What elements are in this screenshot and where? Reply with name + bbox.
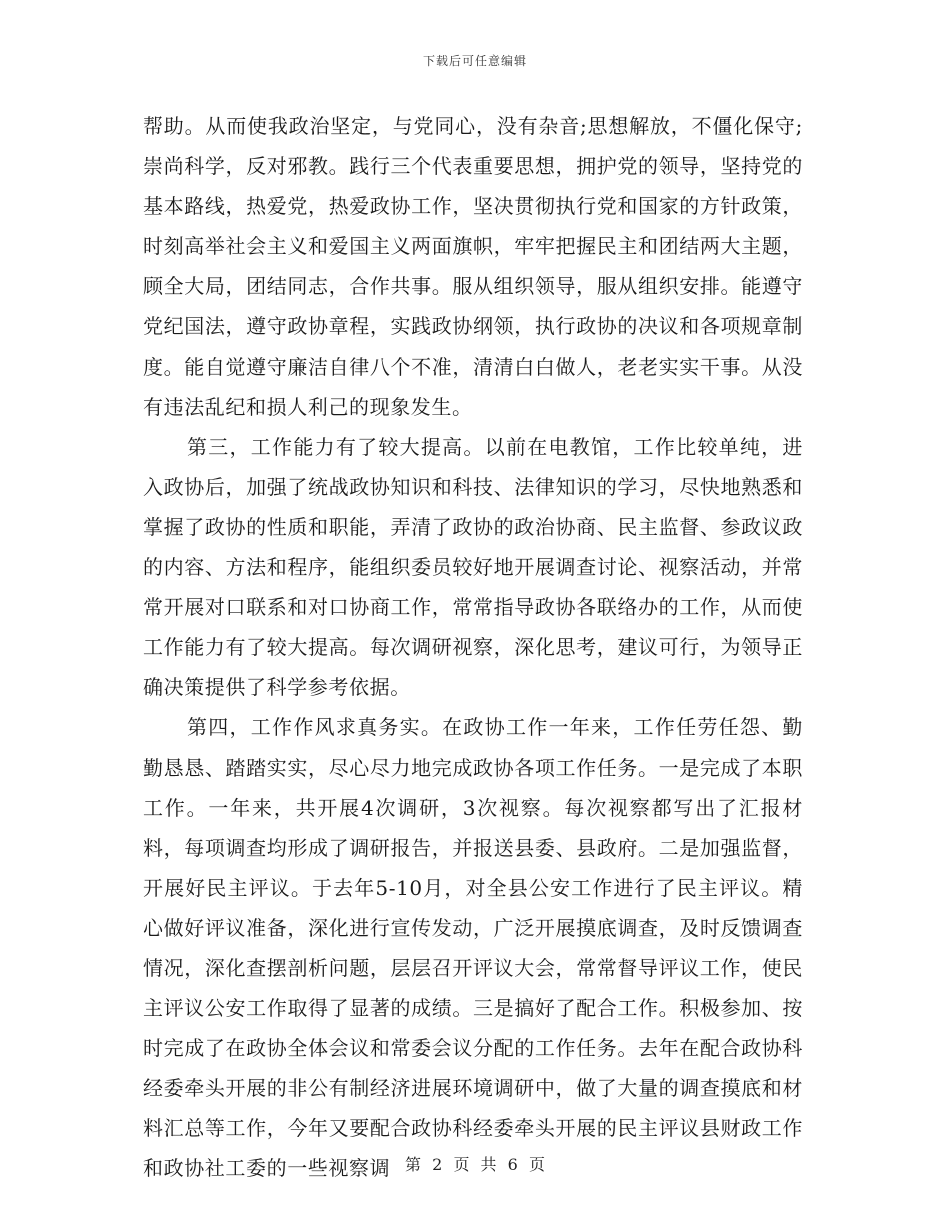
footer-prefix: 第 xyxy=(405,1155,422,1174)
footer-total-pages: 6 xyxy=(507,1155,518,1174)
footer-suffix: 页 xyxy=(528,1155,545,1174)
paragraph-continuation: 帮助。从而使我政治坚定，与党同心，没有杂音;思想解放，不僵化保守;崇尚科学，反对邪教。践行三个代表重要思想，拥护党的领导，坚持党的基本路线，热爱党，热爱政协工作，坚决贯彻执行党和国家的方针政策，时刻高举社会主义和爱国主义两面旗帜，牢牢把握民主和团结两大主题，顾全大局，团结同志，合作共事。服从组织领导，服从组织安排。能遵守党纪国法，遵守政协章程，实践政协纲领，执行政协的决议和各项规章制度。能自觉遵守廉洁自律八个不准，清清白白做人，老老实实干事。从没有违法乱纪和损人利己的现象发生。 xyxy=(143,114,803,419)
paragraph-work-style: 第四，工作作风求真务实。在政协工作一年来，工作任劳任怨、勤勤恳恳、踏踏实实，尽心尽力地完成政协各项工作任务。一是完成了本职工作。一年来，共开展4次调研，3次视察。每次视察都写出了汇报材料，每项调查均形成了调研报告，并报送县委、县政府。二是加强监督，开展好民主评议。于去年5-10月，对全县公安工作进行了民主评议。精心做好评议准备，深化进行宣传发动，广泛开展摸底调查，及时反馈调查情况，深化查摆剖析问题，层层召开评议大会，常常督导评议工作，使民主评议公安工作取得了显著的成绩。三是搞好了配合工作。积极参加、按时完成了在政协全体会议和常委会议分配的工作任务。去年在配合政协科经委牵头开展的非公有制经济进展环境调研中，做了大量的调查摸底和材料汇总等工作，今年又要配合政协科经委牵头开展的民主评议县财政工作和政协社工委的一些视察调 xyxy=(143,715,803,1181)
footer-total-word: 共 xyxy=(480,1155,497,1174)
page-header-note: 下载后可任意编辑 xyxy=(422,54,527,68)
footer-page-word: 页 xyxy=(453,1155,470,1174)
document-body xyxy=(143,106,803,1189)
footer-current-page: 2 xyxy=(432,1155,443,1174)
page-number-footer xyxy=(0,1152,950,1175)
paragraph-work-ability: 第三，工作能力有了较大提高。以前在电教馆，工作比较单纯，进入政协后，加强了统战政协知识和科技、法律知识的学习，尽快地熟悉和掌握了政协的性质和职能，弄清了政协的政治协商、民主监督、参政议政的内容、方法和程序，能组织委员较好地开展调查讨论、视察活动，并常常开展对口联系和对口协商工作，常常指导政协各联络办的工作，从而使工作能力有了较大提高。每次调研视察，深化思考，建议可行，为领导正确决策提供了科学参考依据。 xyxy=(143,434,803,700)
